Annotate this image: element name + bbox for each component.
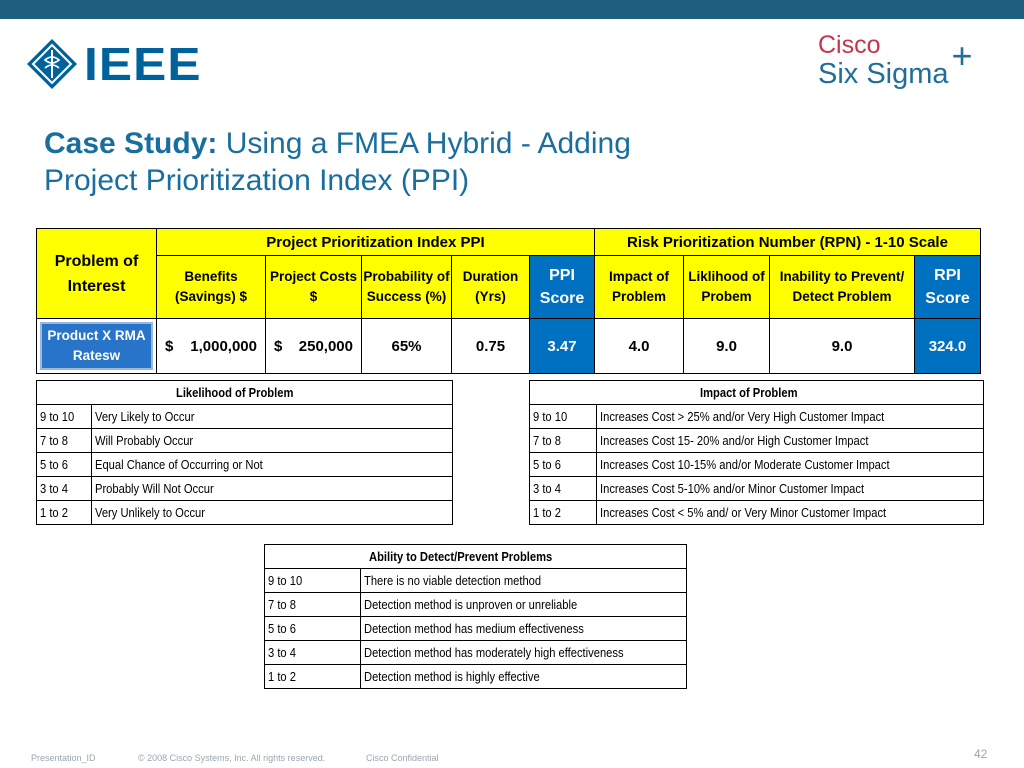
problem-cell[interactable] (37, 319, 157, 374)
costs-cell (266, 319, 362, 374)
ieee-logo (26, 37, 202, 91)
rpi-score-value: 324.0 (915, 319, 981, 374)
plus-icon: + (951, 35, 973, 76)
table-row (37, 429, 453, 453)
page-number: 42 (974, 747, 988, 761)
table-row (37, 319, 981, 374)
desc-cell: There is no viable detection method (364, 573, 542, 588)
desc-cell: Probably Will Not Occur (95, 481, 214, 496)
desc-cell: Increases Cost > 25% and/or Very High Customer Impact (600, 409, 885, 424)
title-bold: Case Study: (44, 127, 218, 160)
problem-of-interest-header: Problem of Interest (37, 229, 157, 319)
benefits-cell (157, 319, 266, 374)
desc-cell: Detection method has moderately high effectiveness (364, 645, 624, 660)
range-cell: 1 to 2 (268, 669, 296, 684)
range-cell: 5 to 6 (268, 621, 296, 636)
table-row (265, 593, 687, 617)
probability-header: Probability of Success (%) (362, 256, 452, 319)
project-costs-header: Project Costs $ (266, 256, 362, 319)
range-cell: 3 to 4 (40, 481, 68, 496)
cisco-wordmark: Cisco (818, 31, 881, 59)
problem-name[interactable]: Product X RMA Ratesw (40, 322, 153, 370)
rpn-group-header: Risk Prioritization Number (RPN) - 1-10 Scale (595, 229, 981, 256)
desc-cell: Increases Cost 5-10% and/or Minor Customer Impact (600, 481, 865, 496)
desc-cell: Equal Chance of Occurring or Not (95, 457, 263, 472)
cisco-six-sigma-logo (818, 32, 998, 90)
range-cell: 3 to 4 (533, 481, 561, 496)
duration-value: 0.75 (452, 319, 530, 374)
ieee-diamond-icon (26, 38, 78, 90)
ppi-rpn-table (36, 228, 981, 374)
impact-header: Impact of Problem (595, 256, 684, 319)
six-sigma-text: Six Sigma (818, 58, 949, 90)
table-row (530, 405, 984, 429)
table-row (265, 641, 687, 665)
slide-title (44, 125, 804, 199)
benefits-currency: $ (165, 337, 174, 355)
table-row (530, 501, 984, 525)
ppi-score-value: 3.47 (530, 319, 595, 374)
table-row (265, 617, 687, 641)
range-cell: 9 to 10 (533, 409, 568, 424)
desc-cell: Increases Cost < 5% and/ or Very Minor Customer Impact (600, 505, 887, 520)
costs-currency: $ (274, 337, 283, 355)
impact-table (529, 380, 984, 525)
top-banner (0, 0, 1024, 19)
desc-cell: Detection method is unproven or unreliable (364, 597, 578, 612)
footer-confidential: Cisco Confidential (366, 753, 439, 763)
table-row (265, 569, 687, 593)
table-row (37, 477, 453, 501)
probability-value: 65% (362, 319, 452, 374)
likelihood-table (36, 380, 453, 525)
range-cell: 1 to 2 (533, 505, 561, 520)
ieee-wordmark: IEEE (84, 38, 202, 90)
ppi-group-header: Project Prioritization Index PPI (157, 229, 595, 256)
footer-presentation-id: Presentation_ID (31, 753, 96, 763)
rpi-score-header: RPI Score (915, 256, 981, 319)
costs-value: 250,000 (298, 337, 353, 355)
benefits-value: 1,000,000 (190, 337, 257, 355)
footer-copyright: © 2008 Cisco Systems, Inc. All rights reserved. (138, 753, 326, 763)
desc-cell: Increases Cost 15- 20% and/or High Customer Impact (600, 433, 869, 448)
table-row (530, 429, 984, 453)
desc-cell: Very Likely to Occur (95, 409, 195, 424)
range-cell: 7 to 8 (268, 597, 296, 612)
range-cell: 1 to 2 (40, 505, 68, 520)
table-row (530, 453, 984, 477)
desc-cell: Increases Cost 10-15% and/or Moderate Customer Impact (600, 457, 890, 472)
range-cell: 7 to 8 (533, 433, 561, 448)
likelihood-table-header: Likelihood of Problem (37, 381, 453, 405)
range-cell: 3 to 4 (268, 645, 296, 660)
range-cell: 5 to 6 (40, 457, 68, 472)
detect-table-header: Ability to Detect/Prevent Problems (265, 545, 687, 569)
table-row (37, 405, 453, 429)
benefits-header: Benefits (Savings) $ (157, 256, 266, 319)
range-cell: 7 to 8 (40, 433, 68, 448)
table-row (530, 477, 984, 501)
desc-cell: Very Unlikely to Occur (95, 505, 205, 520)
impact-value: 4.0 (595, 319, 684, 374)
detect-table (264, 544, 687, 689)
range-cell: 9 to 10 (40, 409, 75, 424)
range-cell: 5 to 6 (533, 457, 561, 472)
table-row (37, 501, 453, 525)
title-line1: Using a FMEA Hybrid - Adding (217, 127, 631, 160)
desc-cell: Detection method is highly effective (364, 669, 540, 684)
duration-header: Duration (Yrs) (452, 256, 530, 319)
desc-cell: Detection method has medium effectiveness (364, 621, 584, 636)
inability-value: 9.0 (770, 319, 915, 374)
table-row (265, 665, 687, 689)
impact-table-header: Impact of Problem (530, 381, 984, 405)
title-line2: Project Prioritization Index (PPI) (44, 164, 470, 197)
likelihood-header: Liklihood of Probem (684, 256, 770, 319)
desc-cell: Will Probably Occur (95, 433, 194, 448)
ppi-score-header: PPI Score (530, 256, 595, 319)
inability-header: Inability to Prevent/ Detect Problem (770, 256, 915, 319)
table-row (37, 453, 453, 477)
range-cell: 9 to 10 (268, 573, 303, 588)
likelihood-value: 9.0 (684, 319, 770, 374)
